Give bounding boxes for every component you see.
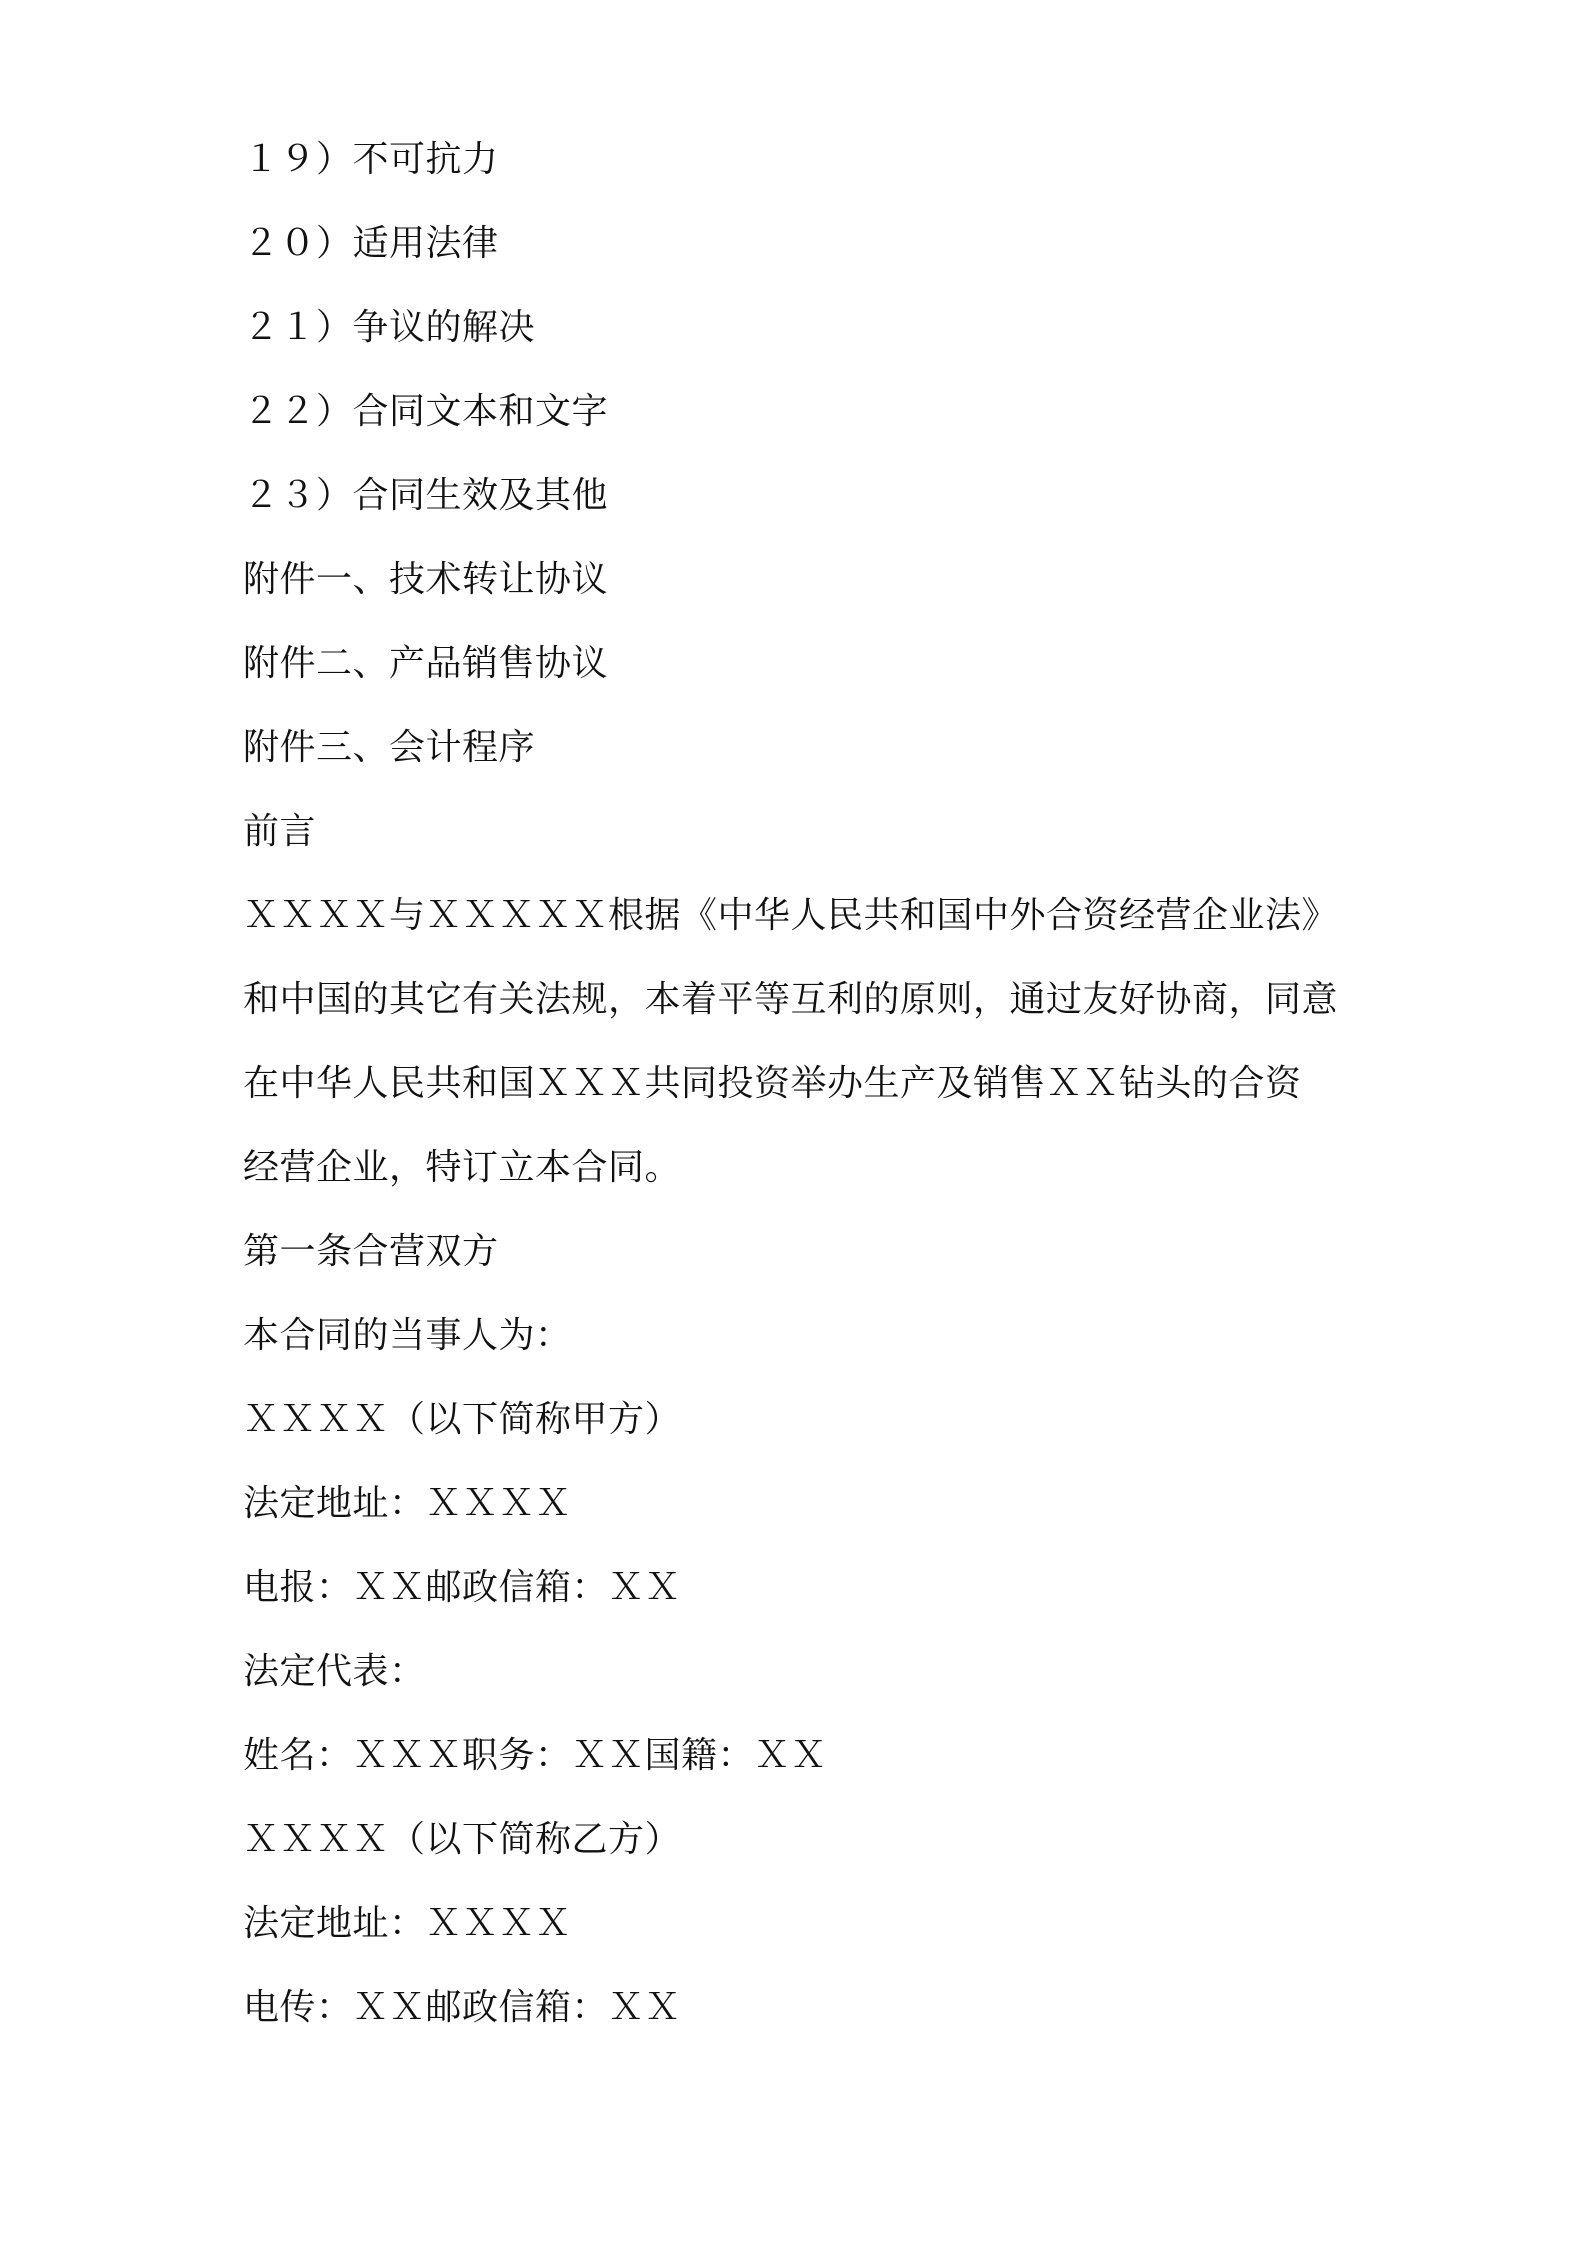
toc-item-20: ２０）适用法律 — [243, 223, 499, 264]
party-b-contact: 电传：ＸＸ邮政信箱：ＸＸ — [243, 1987, 682, 2028]
preface-text-line-1: ＸＸＸＸ与ＸＸＸＸＸ根据《中华人民共和国中外合资经营企业法》 — [243, 895, 1339, 936]
preface-heading: 前言 — [243, 811, 317, 852]
toc-item-19: １９）不可抗力 — [243, 139, 499, 180]
party-b-address: 法定地址：ＸＸＸＸ — [243, 1903, 572, 1944]
toc-item-23: ２３）合同生效及其他 — [243, 475, 609, 516]
preface-text-line-3: 在中华人民共和国ＸＸＸ共同投资举办生产及销售ＸＸ钻头的合资 — [243, 1063, 1302, 1104]
party-a-representative-details: 姓名：ＸＸＸ职务：ＸＸ国籍：ＸＸ — [243, 1735, 828, 1776]
party-a-name: ＸＸＸＸ（以下简称甲方） — [243, 1399, 682, 1440]
party-a-representative-heading: 法定代表： — [243, 1651, 426, 1692]
party-a-contact: 电报：ＸＸ邮政信箱：ＸＸ — [243, 1567, 682, 1608]
appendix-3: 附件三、会计程序 — [243, 727, 536, 768]
preface-text-line-4: 经营企业，特订立本合同。 — [243, 1147, 682, 1188]
toc-item-21: ２１）争议的解决 — [243, 307, 536, 348]
article-1-heading: 第一条合营双方 — [243, 1231, 499, 1272]
appendix-1: 附件一、技术转让协议 — [243, 559, 609, 600]
appendix-2: 附件二、产品销售协议 — [243, 643, 609, 684]
party-a-address: 法定地址：ＸＸＸＸ — [243, 1483, 572, 1524]
preface-text-line-2: 和中国的其它有关法规，本着平等互利的原则，通过友好协商，同意 — [243, 979, 1339, 1020]
parties-intro: 本合同的当事人为： — [243, 1315, 572, 1356]
party-b-name: ＸＸＸＸ（以下简称乙方） — [243, 1819, 682, 1860]
toc-item-22: ２２）合同文本和文字 — [243, 391, 609, 432]
